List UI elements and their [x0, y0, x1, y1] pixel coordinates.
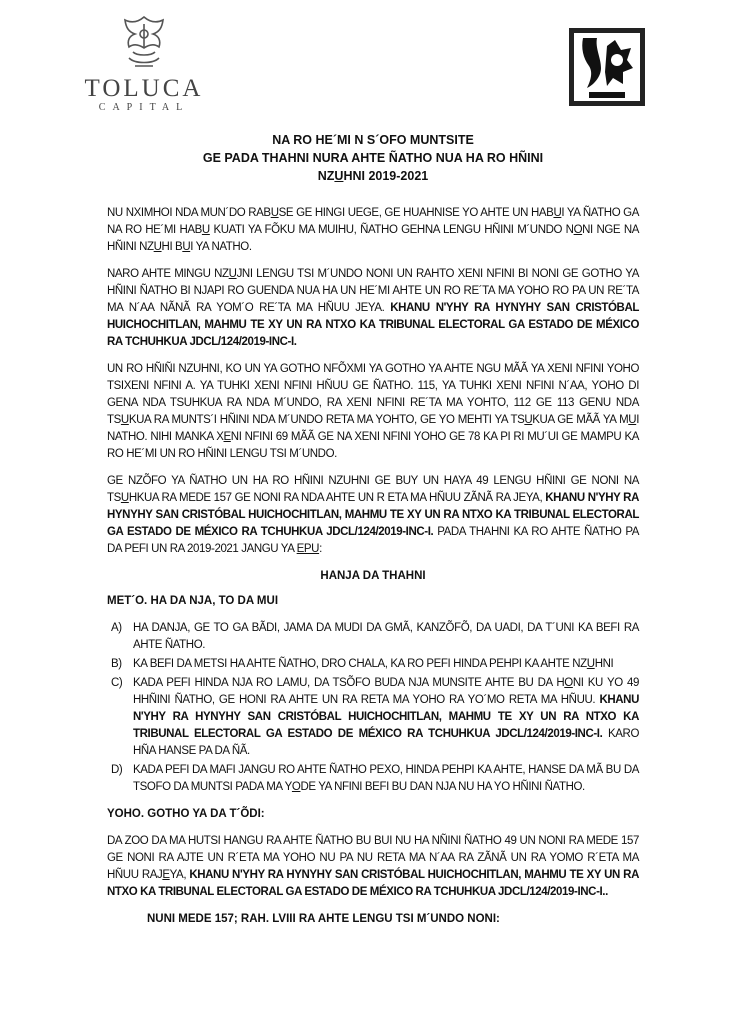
- list-item: A) HA DANJA, GE TO GA BÃDI, JAMA DA MUDI DA GMÃ, KANZÕFÕ, DA UADI, DA T´UNI KA BEFI RA AHTE ÑATHO.: [111, 622, 639, 651]
- title-line-1: NA RO HE´MI N S´OFO MUNTSITE: [272, 133, 474, 147]
- met-heading: MET´O. HA DA NJA, TO DA MUI: [107, 595, 279, 607]
- title-line-3: NZUHNI 2019-2021: [317, 169, 429, 183]
- coat-of-arms-icon: [567, 26, 647, 110]
- document-body: [107, 205, 639, 928]
- toluca-crest-icon: [115, 14, 173, 74]
- logo-title: TOLUCA: [84, 75, 204, 102]
- title-line-2: GE PADA THAHNI NURA AHTE ÑATHO NUA HA RO HÑINI: [202, 151, 544, 165]
- yoho-heading: YOHO. GOTHO YA DA T´ÕDI:: [107, 808, 265, 820]
- item-list: [107, 620, 639, 796]
- section-title: HANJA DA THAHNI: [320, 570, 426, 582]
- logo-subtitle: CAPITAL: [98, 102, 190, 113]
- paragraph-2: NARO AHTE MINGU NZUJNI LENGU TSI M´UNDO NONI UN RAHTO XENI NFINI BI NONI GE GOTHO YA HÑINI ÑATHO BI NJAPI RO GUENDA NUA HA UN HE´MI AHTE UN RO RE´TA MA YOHO RO PA UN RE´TA MA N´AA NÃNÃ RA YOM´O RE´TA MA HÑUU JEYA. KHANU N'YHY RA HYNYHY SAN CRISTÓBAL HUICHOCHITLAN, MAHMU TE XY UN RA NTXO KA TRIBUNAL ELECTORAL GA ESTADO DE MÉXICO RA TCHUHKUA JDCL/124/2019-INC-I.: [107, 268, 639, 348]
- document-title: [0, 131, 746, 185]
- paragraph-3: UN RO HÑIÑI NZUHNI, KO UN YA GOTHO NFÕXMI YA GOTHO YA AHTE NGU MÃÃ YA XENI NFINI YOHO TSIXENI NFINI A. YA TUHKI XENI NFINI HÑUU GE ÑATHO. 115, YA TUHKI XENI NFINI N´AA, YOHO DI GENA NDA TSUHKUA RA NDA M´UNDO, RA XENI NFINI RE´TA MA YOHTO, 112 GE 113 GENU NDA TSUKUA RA MUNTS´I HÑINI NDA M´UNDO RETA MA YOHTO, GE YO MEHTI YA TSUKUA GE MÃÃ YA MUI NATHO. NIHI MANKA XENI NFINI 69 MÃÃ GE NA XENI NFINI YOHO GE 78 KA PI RI MU´UI GE MAMPU KA RO HE´MI UN RO HÑINI LENGU TSI M´UNDO.: [107, 363, 639, 460]
- final-line: NUNI MEDE 157; RAH. LVIII RA AHTE LENGU TSI M´UNDO NONI:: [147, 913, 500, 925]
- list-item: B) KA BEFI DA METSI HA AHTE ÑATHO, DRO CHALA, KA RO PEFI HINDA PEHPI KA AHTE NZUHNI: [111, 658, 614, 670]
- paragraph-4: GE NZÕFO YA ÑATHO UN HA RO HÑINI NZUHNI GE BUY UN HAYA 49 LENGU HÑINI GE NONI NA TSUHKUA RA MEDE 157 GE NONI RA NDA AHTE UN R ETA MA HÑUU ZÃNÃ RA JEYA, KHANU N'YHY RA HYNYHY SAN CRISTÓBAL HUICHOCHITLAN, MAHMU TE XY UN RA NTXO KA TRIBUNAL ELECTORAL GA ESTADO DE MÉXICO RA TCHUHKUA JDCL/124/2019-INC-I. PADA THAHNI KA RO AHTE ÑATHO PA DA PEFI UN RA 2019-2021 JANGU YA EPU:: [107, 475, 640, 555]
- paragraph-1: NU NXIMHOI NDA MUN´DO RABUSE GE HINGI UEGE, GE HUAHNISE YO AHTE UN HABUI YA ÑATHO GA NA RO HE´MI HABU KUATI YA FÕKU MA MUIHU, ÑATHO GEHNA LENGU HÑINI M´UNDO NONI NGE NA HÑINI NZUHI BUI YA NATHO.: [107, 207, 639, 253]
- paragraph-5: DA ZOO DA MA HUTSI HANGU RA AHTE ÑATHO BU BUI NU HA NÑINI ÑATHO 49 UN NONI RA MEDE 157 GE NONI RA AJTE UN R´ETA MA YOHO NU PA NU RETA MA N´AA RA ZÃNÃ UN RA YOMO R´ETA MA HÑUU RAJEYA, KHANU N'YHY RA HYNYHY SAN CRISTÓBAL HUICHOCHITLAN, MAHMU TE XY UN RA NTXO KA TRIBUNAL ELECTORAL GA ESTADO DE MÉXICO RA TCHUHKUA JDCL/124/2019-INC-I..: [107, 835, 639, 898]
- list-item: D) KADA PEFI DA MAFI JANGU RO AHTE ÑATHO PEXO, HINDA PEHPI KA AHTE, HANSE DA MÃ BU DA TSOFO DA MUNTSI PADA MA YODE YA NFINI BEFI BU DAN NJA NU HA YO HÑINI ÑATHO.: [111, 764, 639, 793]
- toluca-capital-logo: [84, 14, 204, 114]
- list-item: C) KADA PEFI HINDA NJA RO LAMU, DA TSÕFO BUDA NJA MUNSITE AHTE BU DA HONI KU YO 49 HHÑINI ÑATHO, GE HONI RA AHTE UN RA RETA MA YOHO RA YO´MO RETA MA HÑUU. KHANU N'YHY RA HYNYHY SAN CRISTÓBAL HUICHOCHITLAN, MAHMU TE XY UN RA NTXO KA TRIBUNAL ELECTORAL GA ESTADO DE MÉXICO RA TCHUHKUA JDCL/124/2019-INC-I. KARO HÑA HANSE PA DA ÑÃ.: [111, 677, 639, 757]
